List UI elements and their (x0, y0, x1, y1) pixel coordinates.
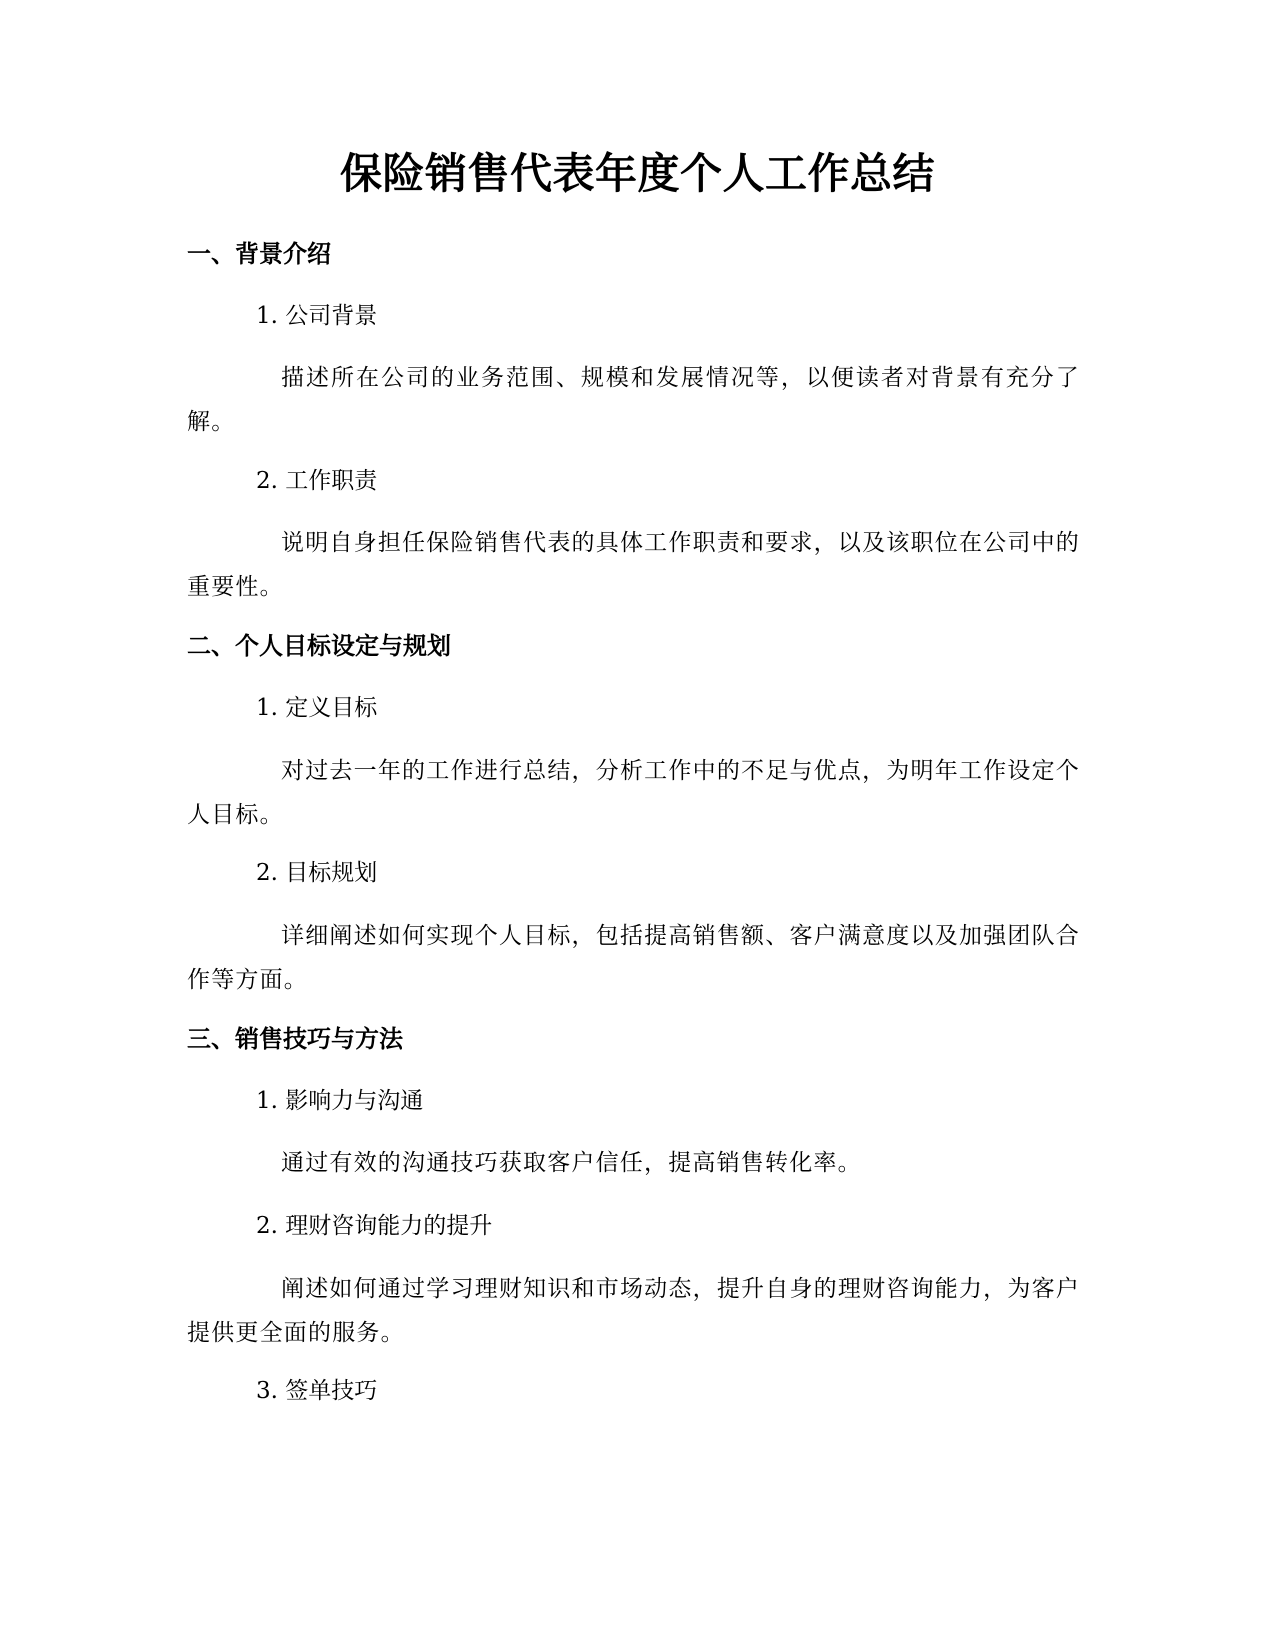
item-heading-financial-advisory (256, 1210, 492, 1242)
item-heading-closing-skills (256, 1375, 377, 1407)
section-heading-sales-skills: 三、销售技巧与方法 (187, 1025, 403, 1053)
document-title: 保险销售代表年度个人工作总结 (339, 149, 935, 198)
paragraph-financial-advisory: 阐述如何通过学习理财知识和市场动态，提升自身的理财咨询能力，为客户提供更全面的服务。 (187, 1276, 1080, 1346)
item-number: 1. (256, 1088, 278, 1114)
item-title: 目标规划 (285, 860, 378, 886)
item-number: 1. (256, 303, 278, 329)
item-title: 公司背景 (285, 303, 378, 329)
item-number: 3. (256, 1378, 278, 1404)
item-number: 2. (256, 1213, 278, 1239)
item-title: 工作职责 (285, 468, 378, 494)
item-heading-goal-planning (256, 857, 377, 889)
paragraph-goal-planning: 详细阐述如何实现个人目标，包括提高销售额、客户满意度以及加强团队合作等方面。 (187, 923, 1080, 993)
paragraph-define-goals: 对过去一年的工作进行总结，分析工作中的不足与优点，为明年工作设定个人目标。 (187, 758, 1080, 828)
item-title: 影响力与沟通 (285, 1088, 424, 1114)
section-heading-goals: 二、个人目标设定与规划 (187, 632, 451, 660)
paragraph-company-background: 描述所在公司的业务范围、规模和发展情况等，以便读者对背景有充分了解。 (187, 365, 1080, 435)
item-number: 2. (256, 860, 278, 886)
item-heading-influence-communication (256, 1085, 423, 1117)
item-title: 签单技巧 (285, 1378, 378, 1404)
item-title: 定义目标 (285, 695, 378, 721)
item-number: 2. (256, 468, 278, 494)
paragraph-influence-communication: 通过有效的沟通技巧获取客户信任，提高销售转化率。 (281, 1150, 862, 1176)
section-heading-background: 一、背景介绍 (187, 240, 331, 268)
item-heading-define-goals (256, 692, 377, 724)
paragraph-job-duties: 说明自身担任保险销售代表的具体工作职责和要求，以及该职位在公司中的重要性。 (187, 530, 1080, 600)
item-heading-company-background (256, 300, 377, 332)
item-title: 理财咨询能力的提升 (285, 1213, 493, 1239)
item-heading-job-duties (256, 465, 377, 497)
item-number: 1. (256, 695, 278, 721)
